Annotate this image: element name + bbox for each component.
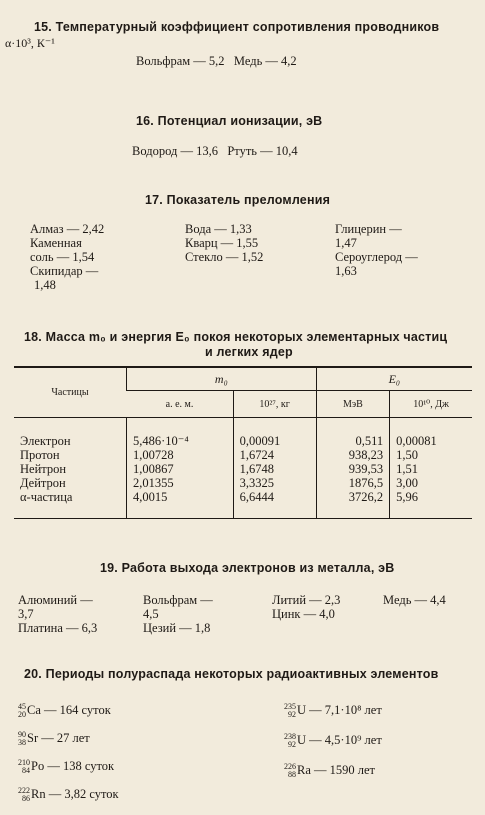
section-17-col2 (185, 222, 263, 264)
col3-line: Сероуглерод — (335, 250, 418, 264)
element-symbol: Ra (297, 763, 311, 777)
col1-line: Каменная (30, 236, 82, 250)
zinc-entry: Цинк — 4,0 (272, 607, 335, 621)
element-symbol: Ca (27, 703, 41, 717)
energy-mev: 1876,5 (316, 476, 389, 490)
energy-dj: 5,96 (390, 490, 472, 519)
particles-table (14, 366, 472, 519)
isotope-entry (284, 733, 382, 749)
header-aem: а. е. м. (127, 391, 234, 418)
copper-entry: Медь — 4,4 (383, 593, 446, 607)
element-symbol: Sr (27, 731, 39, 745)
header-mev: МэВ (316, 391, 389, 418)
col1-line: Скипидар — (30, 264, 99, 278)
mass-aem: 2,01355 (127, 476, 234, 490)
col1-line: Алмаз — 2,42 (30, 222, 105, 236)
atomic-number: 84 (22, 766, 30, 776)
col3-line: 1,63 (335, 264, 357, 278)
atomic-number: 38 (18, 738, 26, 748)
energy-dj: 1,51 (390, 462, 472, 476)
atomic-number: 20 (18, 710, 26, 720)
nuclide-numbers (284, 703, 296, 719)
mass-number: 238 (284, 732, 296, 742)
energy-mev: 939,53 (316, 462, 389, 476)
table-row (14, 448, 472, 462)
element-symbol: Po (31, 759, 45, 773)
element-symbol: U (297, 733, 307, 747)
mass-number: 222 (18, 786, 30, 796)
half-life: — 4,5·10⁹ лет (309, 733, 382, 747)
mass-number: 45 (18, 702, 26, 712)
aluminium-label: Алюминий — (18, 593, 93, 607)
col3-line: 1,47 (335, 236, 357, 250)
mass-kg: 1,6724 (233, 448, 316, 462)
header-m0: m₀ (127, 367, 317, 391)
isotope-entry (18, 787, 119, 803)
mass-number: 90 (18, 730, 26, 740)
particle-name: α-частица (14, 490, 127, 519)
section-17-col3 (335, 222, 418, 278)
nuclide-numbers (284, 733, 296, 749)
half-life: — 27 лет (41, 731, 90, 745)
energy-dj: 3,00 (390, 476, 472, 490)
table-row (14, 476, 472, 490)
nuclide-numbers (284, 763, 296, 779)
table-header-row (14, 367, 472, 391)
energy-mev: 0,511 (316, 418, 389, 449)
header-kg: 10²⁷, кг (233, 391, 316, 418)
tungsten-label: Вольфрам — (143, 593, 213, 607)
section-19-col3 (272, 593, 340, 621)
col1-line: соль — 1,54 (30, 250, 95, 264)
section-16-title: 16. Потенциал ионизации, эВ (136, 114, 323, 128)
atomic-number: 92 (288, 740, 296, 750)
particle-name: Протон (20, 448, 60, 462)
header-dj: 10¹⁰, Дж (390, 391, 472, 418)
section-19-col1 (18, 593, 97, 635)
header-e0: E₀ (316, 367, 472, 391)
platinum-entry: Платина — 6,3 (18, 621, 98, 635)
col3-line: Глицерин — (335, 222, 402, 236)
section-20-title: 20. Периоды полураспада некоторых радиоактивных элементов (24, 667, 439, 681)
nuclide-numbers (18, 759, 30, 775)
mass-number: 210 (18, 758, 30, 768)
cesium-entry: Цезий — 1,8 (143, 621, 211, 635)
table-row (14, 418, 472, 449)
section-17-col1 (30, 222, 104, 292)
section-19-col2 (143, 593, 213, 635)
mass-kg: 6,6444 (233, 490, 316, 519)
lithium-entry: Литий — 2,3 (272, 593, 341, 607)
half-life: — 138 суток (47, 759, 115, 773)
mass-kg: 1,6748 (233, 462, 316, 476)
atomic-number: 86 (22, 794, 30, 804)
aluminium-value: 3,7 (18, 607, 34, 621)
particle-name: Электрон (20, 434, 71, 448)
nuclide-numbers (18, 731, 26, 747)
nuclide-numbers (18, 787, 30, 803)
table-row (14, 462, 472, 476)
section-18-title: 18. Масса m₀ и энергия E₀ покоя некоторых элементарных частиц (24, 330, 448, 344)
energy-dj: 0,00081 (390, 418, 472, 449)
mass-number: 235 (284, 702, 296, 712)
isotope-entry (284, 703, 382, 719)
mass-number: 226 (284, 762, 296, 772)
element-symbol: Rn (31, 787, 46, 801)
header-particles: Частицы (14, 367, 127, 418)
half-life: — 1590 лет (314, 763, 376, 777)
isotope-entry (18, 759, 114, 775)
mass-aem: 5,486·10⁻⁴ (127, 418, 234, 449)
mass-aem: 4,0015 (127, 490, 234, 519)
section-18-title-2: и легких ядер (205, 345, 293, 359)
tungsten-value: 4,5 (143, 607, 159, 621)
table-row (14, 490, 472, 519)
section-17-title: 17. Показатель преломления (145, 193, 331, 207)
section-19-title: 19. Работа выхода электронов из металла, эВ (100, 561, 395, 575)
mass-aem: 1,00728 (127, 448, 234, 462)
atomic-number: 92 (288, 710, 296, 720)
mass-aem: 1,00867 (127, 462, 234, 476)
mass-kg: 3,3325 (233, 476, 316, 490)
atomic-number: 88 (288, 770, 296, 780)
energy-dj: 1,50 (390, 448, 472, 462)
half-life: — 164 суток (44, 703, 111, 717)
particle-name: Нейтрон (20, 462, 67, 476)
mass-kg: 0,00091 (233, 418, 316, 449)
isotope-entry (284, 763, 375, 779)
section-15-title: 15. Температурный коэффициент сопротивления проводников (34, 20, 440, 34)
isotope-entry (18, 731, 90, 747)
half-life: — 7,1·10⁸ лет (309, 703, 382, 717)
energy-mev: 938,23 (316, 448, 389, 462)
col2-line: Вода — 1,33 (185, 222, 252, 236)
col1-line: 1,48 (34, 278, 56, 292)
col2-line: Кварц — 1,55 (185, 236, 259, 250)
isotope-entry (18, 703, 111, 719)
section-16-values: Водород — 13,6 Ртуть — 10,4 (132, 144, 298, 158)
section-15-unit: α·10³, К⁻¹ (5, 36, 55, 50)
half-life: — 3,82 суток (48, 787, 119, 801)
energy-mev: 3726,2 (316, 490, 389, 519)
col2-line: Стекло — 1,52 (185, 250, 264, 264)
section-15-values: Вольфрам — 5,2 Медь — 4,2 (136, 54, 297, 68)
nuclide-numbers (18, 703, 26, 719)
particle-name: Дейтрон (20, 476, 66, 490)
element-symbol: U (297, 703, 307, 717)
